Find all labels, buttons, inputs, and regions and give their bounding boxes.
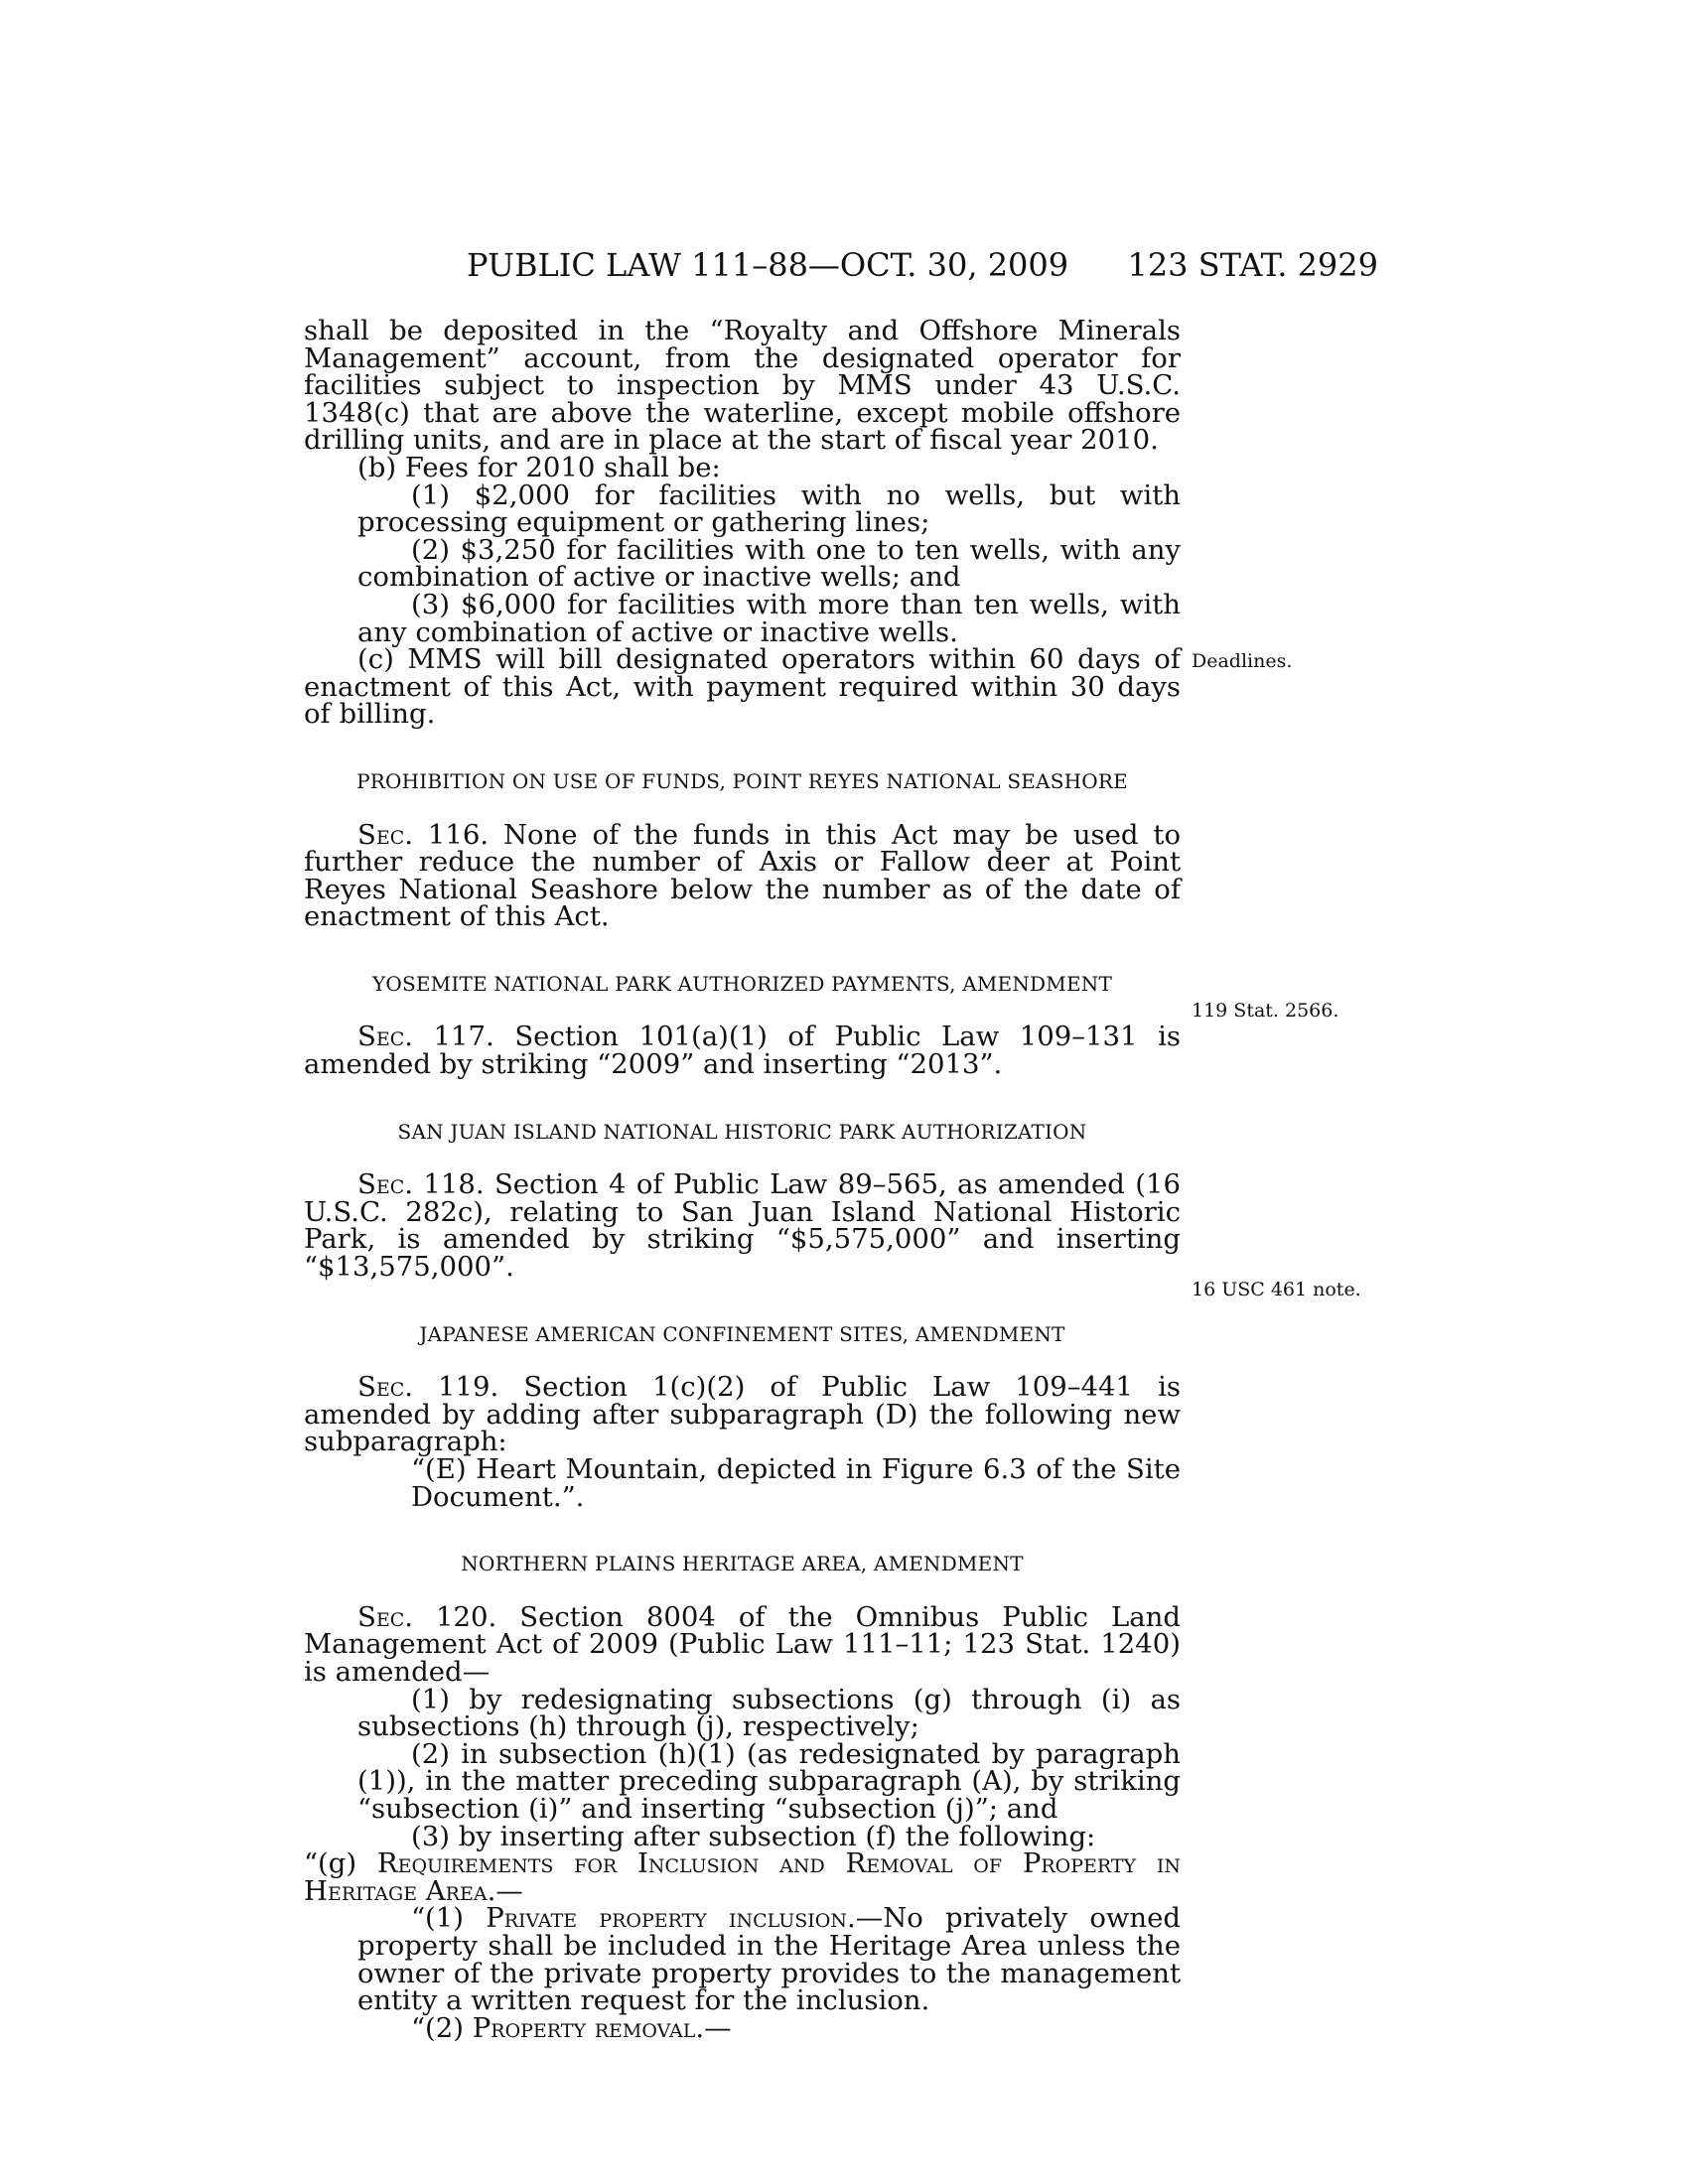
sec116-text: None of the funds in this Act may be used to further reduce the number of Axis or Fallow deer at Point Reyes National Seashore below the number as of the date of enactment of this Act. xyxy=(304,818,1181,933)
subsection-g1-text: No privately owned property shall be included in the Heritage Area unless the owner of the private property provides to the management entity a written request for the inclusion. xyxy=(357,1902,1182,2017)
sec120-subsection-g1 xyxy=(304,1902,1182,2017)
page-body xyxy=(304,315,1182,2044)
subsection-g2-label: “(2) xyxy=(411,2011,465,2044)
sec120-paragraph xyxy=(304,1600,1181,1688)
sec115-paragraph-a: shall be deposited in the “Royalty and Offshore Minerals Management” account, from the designated operator for facilities subject to inspection by MMS under 43 U.S.C. 1348(c) that are above the waterline, except mobile offshore drilling units, and are in place at the start of fiscal year 2010. xyxy=(304,315,1181,457)
margin-note-usc-461: 16 USC 461 note. xyxy=(1192,1279,1361,1300)
sec115-paragraph-b1: (1) $2,000 for facilities with no wells, but with processing equipment or gathering lines; xyxy=(357,478,1181,539)
sec118-text: Section 4 of Public Law 89–565, as amended (16 U.S.C. 282c), relating to San Juan Island National Historic Park, is amended by striking “$5,575,000” and inserting “$13,575,000”. xyxy=(304,1168,1181,1284)
sec120-text: Section 8004 of the Omnibus Public Land Management Act of 2009 (Public Law 111–11; 123 Stat. 1240) is amended— xyxy=(304,1600,1181,1688)
subsection-g1-label: “(1) xyxy=(411,1902,465,1935)
sec116-heading: PROHIBITION ON USE OF FUNDS, POINT REYES NATIONAL SEASHORE xyxy=(356,768,1128,793)
sec120-item-2: (2) in subsection (h)(1) (as redesignated by paragraph (1)), in the matter preceding subparagraph (A), by striking “subsection (i)” and inserting “subsection (j)”; and xyxy=(357,1737,1181,1825)
sec119-text: Section 1(c)(2) of Public Law 109–441 is amended by adding after subparagraph (D) the following new subparagraph: xyxy=(304,1371,1181,1458)
sec118-paragraph xyxy=(304,1168,1181,1284)
sec118-label: Sec. 118. xyxy=(357,1168,485,1201)
sec119-quoted-subparagraph: “(E) Heart Mountain, depicted in Figure 6.3 of the Site Document.”. xyxy=(411,1453,1181,1513)
sec115-paragraph-c: (c) MMS will bill designated operators within 60 days of enactment of this Act, with payment required within 30 days of billing. xyxy=(304,643,1181,731)
sec115-paragraph-b3: (3) $6,000 for facilities with more than ten wells, with any combination of active or inactive wells. xyxy=(357,588,1181,648)
sec117-text: Section 101(a)(1) of Public Law 109–131 is amended by striking “2009” and inserting “2013”. xyxy=(304,1021,1181,1081)
sec117-label: Sec. 117. xyxy=(357,1021,494,1053)
sec118-heading: SAN JUAN ISLAND NATIONAL HISTORIC PARK AUTHORIZATION xyxy=(397,1119,1087,1144)
sec120-subsection-g xyxy=(304,1847,1181,1907)
sec117-paragraph xyxy=(304,1021,1181,1081)
subsection-g-label: “(g) xyxy=(304,1847,357,1880)
sec120-item-3: (3) by inserting after subsection (f) the following: xyxy=(411,1820,1096,1852)
sec115-paragraph-b: (b) Fees for 2010 shall be: xyxy=(357,451,721,483)
sec120-item-1: (1) by redesignating subsections (g) through (i) as subsections (h) through (j), respectively; xyxy=(357,1683,1181,1743)
sec119-paragraph xyxy=(304,1371,1181,1458)
margin-note-stat-2566: 119 Stat. 2566. xyxy=(1192,1000,1339,1022)
sec120-heading: NORTHERN PLAINS HERITAGE AREA, AMENDMENT xyxy=(461,1552,1024,1576)
sec116-paragraph xyxy=(304,818,1181,933)
subsection-g2-title: Property removal.— xyxy=(472,2011,732,2044)
sec119-label: Sec. 119. xyxy=(357,1371,499,1404)
sec120-label: Sec. 120. xyxy=(357,1600,497,1633)
margin-note-deadlines: Deadlines. xyxy=(1192,650,1293,672)
running-head-title: PUBLIC LAW 111–88—OCT. 30, 2009 xyxy=(467,246,1069,284)
sec116-label: Sec. 116. xyxy=(357,818,490,851)
sec117-heading: YOSEMITE NATIONAL PARK AUTHORIZED PAYMENTS, AMENDMENT xyxy=(371,971,1113,996)
sec115-paragraph-b2: (2) $3,250 for facilities with one to ten wells, with any combination of active or inactive wells; and xyxy=(357,533,1181,594)
sec119-heading: JAPANESE AMERICAN CONFINEMENT SITES, AMENDMENT xyxy=(419,1321,1065,1346)
sec120-subsection-g2 xyxy=(304,2011,1181,2044)
page-header xyxy=(304,246,1378,286)
page-stat-number: 123 STAT. 2929 xyxy=(1127,246,1378,284)
subsection-g1-title: Private property inclusion.— xyxy=(486,1902,884,1935)
subsection-g-title: Requirements for Inclusion and Removal of Property in Heritage Area.— xyxy=(304,1847,1181,1907)
